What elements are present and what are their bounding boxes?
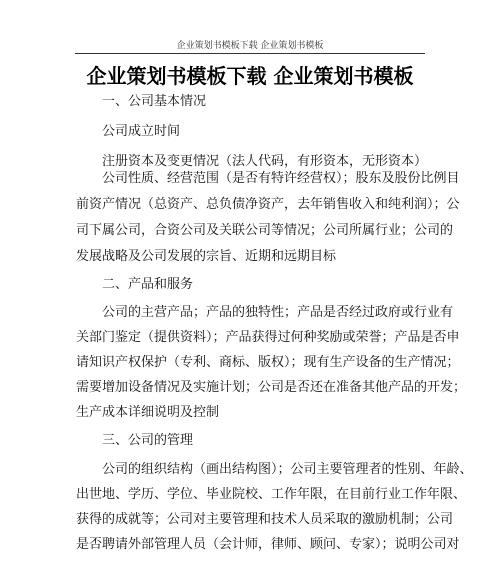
paragraph-line: 需要增加设备情况及实施计划；公司是否还在准备其他产品的开发； — [76, 380, 467, 395]
section-heading: 一、公司基本情况 — [102, 94, 207, 109]
paragraph-line: 关部门鉴定（提供资料）；产品获得过何种奖励或荣誉；产品是否申 — [76, 330, 460, 345]
paragraph-line: 公司成立时间 — [102, 124, 181, 139]
paragraph-line: 是否聘请外部管理人员（会计师，律师、顾问、专家）；说明公司对 — [76, 537, 460, 552]
paragraph-line: 注册资本及变更情况（法人代码，有形资本，无形资本） — [102, 154, 428, 169]
paragraph-line: 公司的组织结构（画出结构图）；公司主要管理者的性别、年龄、 — [102, 462, 473, 477]
paragraph-line: 请知识产权保护（专利、商标、版权）；现有生产设备的生产情况； — [76, 355, 460, 370]
paragraph-line: 公司性质、经营范围（是否有特许经营权）；股东及股份比例目 — [102, 171, 460, 186]
paragraph-line: 司下属公司，合资公司及关联公司等情况；公司所属行业；公司的 — [76, 223, 454, 238]
header-divider — [75, 53, 425, 54]
paragraph-line: 发展战略及公司发展的宗旨、近期和远期目标 — [76, 249, 337, 264]
paragraph-line: 出世地、学历、学位、毕业院校、工作年限，在目前行业工作年限、 — [76, 487, 467, 502]
section-heading: 三、公司的管理 — [102, 433, 194, 448]
paragraph-line: 前资产情况（总资产、总负债净资产，去年销售收入和纯利润）；公 — [76, 197, 460, 212]
page-header: 企业策划书模板下载 企业策划书模板 — [176, 41, 324, 51]
section-heading: 二、产品和服务 — [102, 277, 194, 292]
paragraph-line: 公司的主营产品；产品的独特性；产品是否经过政府或行业有 — [102, 305, 454, 320]
paragraph-line: 生产成本详细说明及控制 — [76, 405, 220, 420]
paragraph-line: 获得的成就等；公司对主要管理和技术人员采取的激励机制；公司 — [76, 512, 454, 527]
document-title: 企业策划书模板下载 企业策划书模板 — [86, 64, 414, 88]
